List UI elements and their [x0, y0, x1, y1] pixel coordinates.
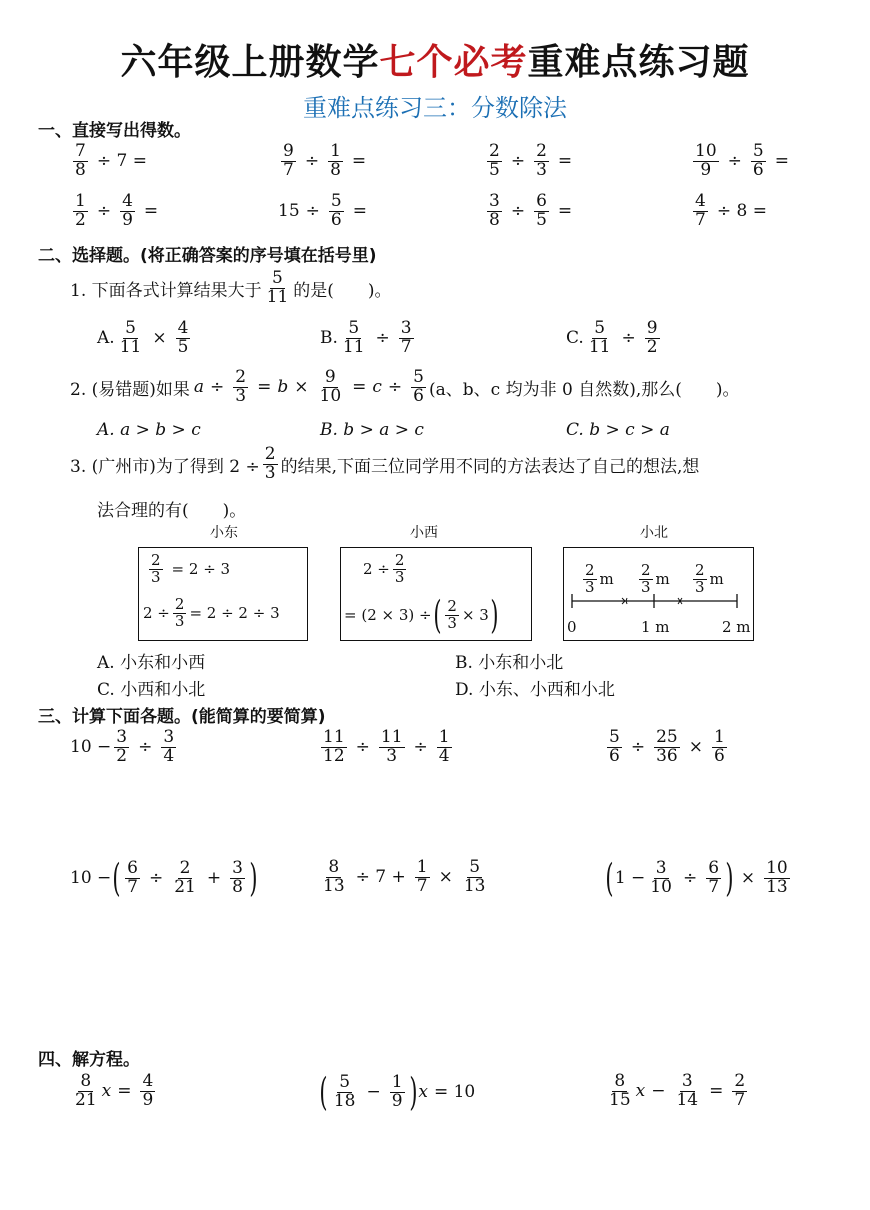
xiaobei-seg-label-3: $\frac{2}{3}$ m	[695, 561, 724, 596]
page-title: 六年级上册数学七个必考重难点练习题	[120, 42, 750, 83]
s2-q1-option-a[interactable]: A. $\frac{5}{11}$ × $\frac{4}{5}$	[97, 318, 189, 357]
s2-q3-option-d[interactable]: D. 小东、小西和小北	[455, 680, 615, 700]
s1-item-2: $\frac{9}{7}$ ÷ $\frac{1}{8}$ =	[283, 141, 367, 180]
xiaobei-seg-label-2: $\frac{2}{3}$ m	[641, 561, 670, 596]
s3-item-2: $\frac{11}{12}$ ÷ $\frac{11}{3}$ ÷ $\frac{1}{4}$	[323, 727, 450, 766]
s2-q2-option-c[interactable]: C. b > c > a	[566, 420, 670, 440]
section-3-heading: 三、计算下面各题。(能简算的要简算)	[38, 707, 326, 727]
s2-q2: 2. (易错题)如果 a ÷ $\frac{2}{3}$ = b × $\frac{9}{10}$ = c ÷ $\frac{5}{6}$ (a、b、c 均为非 0 自然数),那么( )。	[70, 367, 740, 406]
s4-eq-3: $\frac{8}{15}$ x − $\frac{3}{14}$ = $\frac{2}{7}$	[609, 1071, 746, 1110]
s4-eq-2: ( $\frac{5}{18}$ − $\frac{1}{9}$ ) x = 10	[319, 1070, 476, 1114]
section-1-heading: 一、直接写出得数。	[38, 121, 191, 141]
s2-q3-option-c[interactable]: C. 小西和小北	[97, 680, 206, 700]
xiaodong-line-2: 2 ÷ $\frac{2}{3}$ = 2 ÷ 2 ÷ 3	[143, 595, 280, 630]
number-line	[565, 590, 750, 612]
s2-q1-option-c[interactable]: C. $\frac{5}{11}$ ÷ $\frac{9}{2}$	[566, 318, 658, 357]
number-line-tick-2: 2 m	[722, 618, 751, 636]
s2-q2-option-b[interactable]: B. b > a > c	[320, 420, 424, 440]
xiaoxi-line-1: 2 ÷ $\frac{2}{3}$	[363, 551, 405, 586]
s2-q1: 1. 下面各式计算结果大于 $\frac{5}{11}$ 的是( )。	[70, 268, 392, 307]
s1-item-4: $\frac{10}{9}$ ÷ $\frac{5}{6}$ =	[695, 141, 789, 180]
s1-item-6: 15 ÷ $\frac{5}{6}$ =	[278, 191, 367, 230]
xiaoxi-line-2: = (2 × 3) ÷ ( $\frac{2}{3}$ × 3 )	[344, 593, 499, 637]
s1-item-7: $\frac{3}{8}$ ÷ $\frac{6}{5}$ =	[489, 191, 573, 230]
s4-eq-1: $\frac{8}{21}$ x = $\frac{4}{9}$	[75, 1071, 154, 1110]
s2-q2-option-a[interactable]: A. a > b > c	[97, 420, 201, 440]
number-line-tick-0: 0	[567, 618, 577, 636]
s2-q1-option-b[interactable]: B. $\frac{5}{11}$ ÷ $\frac{3}{7}$	[320, 318, 412, 357]
label-xiaoxi: 小西	[410, 525, 438, 541]
s1-item-3: $\frac{2}{5}$ ÷ $\frac{2}{3}$ =	[489, 141, 573, 180]
s1-item-1: $\frac{7}{8}$ ÷ 7 =	[75, 141, 147, 180]
label-xiaodong: 小东	[210, 525, 238, 541]
s1-item-5: $\frac{1}{2}$ ÷ $\frac{4}{9}$ =	[75, 191, 159, 230]
s3-item-1: 10 − $\frac{3}{2}$ ÷ $\frac{3}{4}$	[70, 727, 175, 766]
s3-item-4: 10 − ( $\frac{6}{7}$ ÷ $\frac{2}{21}$ + $\frac{3}{8}$ )	[70, 856, 258, 900]
s2-q3: 3. (广州市)为了得到 2 ÷ $\frac{2}{3}$ 的结果,下面三位同学用不同的方法表达了自己的想法,想	[70, 444, 700, 483]
xiaobei-seg-label-1: $\frac{2}{3}$ m	[585, 561, 614, 596]
number-line-tick-1: 1 m	[641, 618, 670, 636]
section-4-heading: 四、解方程。	[38, 1050, 140, 1070]
s3-item-3: $\frac{5}{6}$ ÷ $\frac{25}{36}$ × $\frac{1}{6}$	[609, 727, 725, 766]
s3-item-5: $\frac{8}{13}$ ÷ 7 + $\frac{1}{7}$ × $\frac{5}{13}$	[323, 857, 486, 896]
s2-q3-option-b[interactable]: B. 小东和小北	[455, 653, 564, 673]
s3-item-6: ( 1 − $\frac{3}{10}$ ÷ $\frac{6}{7}$ ) × $\frac{10}{13}$	[605, 856, 788, 900]
s1-item-8: $\frac{4}{7}$ ÷ 8 =	[695, 191, 767, 230]
page-subtitle: 重难点练习三：分数除法	[303, 94, 567, 122]
s2-q3-option-a[interactable]: A. 小东和小西	[97, 653, 206, 673]
label-xiaobei: 小北	[640, 525, 668, 541]
section-2-heading: 二、选择题。(将正确答案的序号填在括号里)	[38, 246, 377, 266]
xiaodong-line-1: $\frac{2}{3}$ = 2 ÷ 3	[151, 551, 231, 586]
s2-q3-line2: 法合理的有( )。	[97, 501, 247, 521]
